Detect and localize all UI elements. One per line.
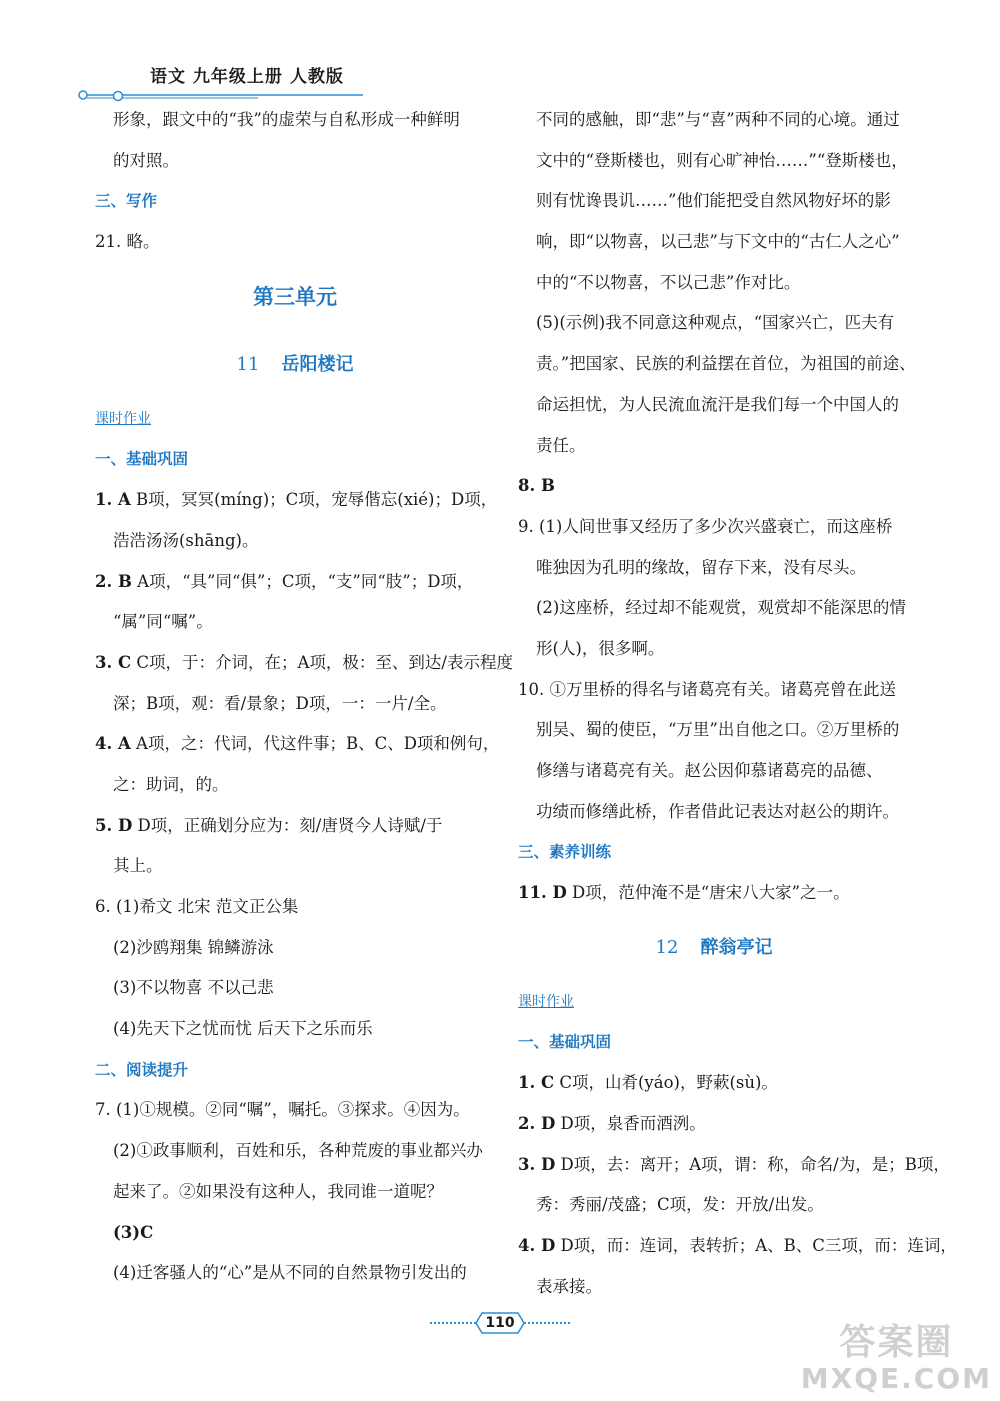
line-text: 表承接。 <box>536 1276 602 1296</box>
line-text: 一、基础巩固 <box>518 1033 612 1052</box>
line-text: 中的“不以物喜，不以己悲”作对比。 <box>536 272 801 292</box>
line-text: 唯独因为孔明的缘故，留存下来，没有尽头。 <box>536 557 866 577</box>
line-text: “属”同“嘱”。 <box>113 612 213 632</box>
answer-choice: 11. D <box>518 883 567 903</box>
lesson-number: 12 <box>655 936 679 958</box>
answer-line <box>518 344 916 385</box>
right-column <box>518 100 957 1307</box>
answer-choice: 5. D <box>95 815 133 835</box>
line-text: 文中的“登斯楼也，则有心旷神怡……”“登斯楼也， <box>536 150 908 170</box>
line-text: 命运担忧，为人民流血流汗是我们每一个中国人的 <box>536 394 899 414</box>
line-text: A项，之：代词，代这件事；B、C、D项和例句， <box>130 734 500 754</box>
left-column <box>95 100 513 1294</box>
line-text: (4)先天下之忧而忧 后天下之乐而乐 <box>113 1019 373 1039</box>
line-text: 三、写作 <box>95 192 158 211</box>
unit-title: 第三单元 <box>253 284 337 309</box>
line-text: D项，去：离开；A项，谓：称，命名/为，是；B项， <box>555 1154 950 1174</box>
lesson-name: 醉翁亭记 <box>700 936 773 958</box>
answer-line <box>95 806 495 847</box>
answer-line <box>518 670 910 711</box>
answer-line <box>95 141 495 182</box>
watermark-top: 答案圈 <box>839 1322 954 1363</box>
lesson-11-title <box>95 331 495 399</box>
answer-line <box>95 562 495 603</box>
answer-line <box>95 521 495 562</box>
line-text: D项，范仲淹不是“唐宋八大家”之一。 <box>566 883 850 903</box>
line-text: C项，山肴(yáo)，野蔌(sù)。 <box>554 1073 778 1093</box>
answer-line <box>518 141 910 182</box>
answer-line <box>518 710 910 751</box>
lesson-number: 11 <box>236 353 260 375</box>
answer-line <box>518 873 910 914</box>
answer-line <box>518 1267 910 1308</box>
answer-line <box>95 887 495 928</box>
watermark-bottom: MXQE.COM <box>800 1362 992 1395</box>
answer-choice: 2. D <box>518 1113 556 1133</box>
answer-line <box>95 1009 495 1050</box>
line-text: (2)①政事顺利，百姓和乐，各种荒废的事业都兴办 <box>113 1141 483 1161</box>
answer-choice: 3. D <box>518 1154 556 1174</box>
line-text: (2)这座桥，经过却不能观赏，观赏却不能深思的情 <box>536 598 906 618</box>
line-text: 6. (1)希文 北宋 范文正公集 <box>95 897 299 916</box>
answer-line <box>95 1172 495 1213</box>
answer-line <box>95 684 495 725</box>
line-text: 其上。 <box>113 856 163 876</box>
answer-choice: 3. C <box>95 652 132 672</box>
line-text: 责任。 <box>536 435 586 455</box>
answer-line <box>518 1063 910 1104</box>
line-text: D项，正确划分应为：刻/唐贤今人诗赋/于 <box>132 815 443 835</box>
answer-choice: 4. A <box>95 734 131 754</box>
lesson-name: 岳阳楼记 <box>281 353 354 375</box>
answer-line <box>95 602 495 643</box>
answer-line <box>518 100 910 141</box>
page-header <box>0 0 1000 100</box>
line-text: 10. ①万里桥的得名与诸葛亮有关。诸葛亮曾在此送 <box>518 679 896 699</box>
answer-line <box>95 968 495 1009</box>
answer-line <box>95 1253 495 1294</box>
line-text: 修缮与诸葛亮有关。赵公因仰慕诸葛亮的品德、 <box>536 761 883 780</box>
section-heading <box>95 439 495 480</box>
answer-line <box>95 1090 495 1131</box>
answer-line <box>518 222 910 263</box>
line-text: 秀：秀丽/茂盛；C项，发：开放/出发。 <box>536 1195 824 1215</box>
line-text: D项，泉香而酒洌。 <box>555 1113 706 1133</box>
line-text: 形象，跟文中的“我”的虚荣与自私形成一种鲜明 <box>113 110 460 129</box>
answer-line <box>518 466 910 507</box>
answer-line <box>518 792 910 833</box>
answer-line <box>518 303 910 344</box>
section-heading <box>518 1022 910 1063</box>
line-text: 课时作业 <box>518 993 574 1010</box>
answer-line <box>518 588 910 629</box>
line-text: C项，于：介词，在；A项，极：至、到达/表示程度 <box>131 652 513 672</box>
line-text: 则有忧谗畏讥……”他们能把受自然风物好坏的影 <box>536 191 891 211</box>
line-text: 响，即“以物喜，以己悲”与下文中的“古仁人之心” <box>536 232 900 252</box>
answer-line <box>95 480 498 521</box>
answer-line <box>518 507 910 548</box>
line-text: 深；B项，观：看/景象；D项，一：一片/全。 <box>113 693 447 713</box>
line-text: D项，而：连词，表转折；A、B、C三项，而：连词， <box>555 1235 957 1255</box>
answer-line <box>518 1145 950 1186</box>
answer-line <box>518 426 910 467</box>
subsection-label <box>518 982 910 1023</box>
answer-choice: 8. B <box>518 476 555 496</box>
line-text: 责。”把国家、民族的利益摆在首位，为祖国的前途、 <box>536 354 916 374</box>
section-heading <box>95 1050 495 1091</box>
answer-line <box>518 1226 957 1267</box>
answer-line <box>95 643 513 684</box>
page-number: 110 <box>485 1315 515 1331</box>
line-text: 7. (1)①规模。②同“嘱”，嘱托。③探求。④因为。 <box>95 1100 470 1120</box>
line-text: (3)不以物喜 不以己悲 <box>113 978 274 998</box>
answer-choice: 1. A <box>95 490 131 510</box>
answer-line <box>518 1185 910 1226</box>
line-text: 的对照。 <box>113 150 179 170</box>
line-text: 起来了。②如果没有这种人，我同谁一道呢？ <box>113 1181 443 1201</box>
book-title: 语文 九年级上册 人教版 <box>150 67 344 87</box>
answer-line <box>95 100 495 141</box>
line-text: 课时作业 <box>95 410 151 427</box>
section-heading <box>518 832 910 873</box>
line-text: 9. (1)人间世事又经历了多少次兴盛衰亡，而这座桥 <box>518 516 893 536</box>
line-text: 不同的感触，即“悲”与“喜”两种不同的心境。通过 <box>536 110 900 129</box>
answer-line <box>95 765 495 806</box>
answer-line <box>95 928 495 969</box>
line-text: 浩浩汤汤(shāng)。 <box>113 530 259 550</box>
answer-line <box>95 1131 495 1172</box>
answer-line <box>95 1213 495 1254</box>
answer-line <box>95 846 495 887</box>
line-text: B项，冥冥(míng)；C项，宠辱偕忘(xié)；D项， <box>130 490 498 510</box>
line-text: 形(人)，很多啊。 <box>536 638 665 658</box>
answer-line <box>95 222 495 263</box>
answer-choice: 1. C <box>518 1073 555 1093</box>
answer-line <box>95 724 500 765</box>
line-text: (4)迁客骚人的“心”是从不同的自然景物引发出的 <box>113 1263 467 1283</box>
line-text: (5)(示例)我不同意这种观点，“国家兴亡，匹夫有 <box>536 313 895 333</box>
answer-line <box>518 751 910 792</box>
line-text: 三、素养训练 <box>518 843 612 862</box>
answer-choice: 2. B <box>95 571 132 591</box>
watermark <box>801 1323 992 1395</box>
answer-line <box>518 385 910 426</box>
subsection-label <box>95 399 495 440</box>
section-heading <box>95 181 495 222</box>
line-text: (2)沙鸥翔集 锦鳞游泳 <box>113 937 274 957</box>
line-text: 21. 略。 <box>95 232 160 252</box>
line-text: 二、阅读提升 <box>95 1060 189 1079</box>
line-text: 功绩而修缮此桥，作者借此记表达对赵公的期许。 <box>536 801 899 821</box>
line-text: 一、基础巩固 <box>95 450 189 469</box>
answer-choice: (3)C <box>113 1222 154 1242</box>
answer-choice: 4. D <box>518 1235 556 1255</box>
answer-line <box>518 263 910 304</box>
line-text: 之：助词，的。 <box>113 774 229 794</box>
line-text: A项，“具”同“俱”；C项，“支”同“肢”；D项， <box>131 571 474 591</box>
answer-line <box>518 629 910 670</box>
line-text: 别吴、蜀的使臣，“万里”出自他之口。②万里桥的 <box>536 720 900 740</box>
answer-line <box>518 181 910 222</box>
answer-line <box>518 1104 910 1145</box>
lesson-12-title <box>518 914 910 982</box>
answer-line <box>518 548 910 589</box>
